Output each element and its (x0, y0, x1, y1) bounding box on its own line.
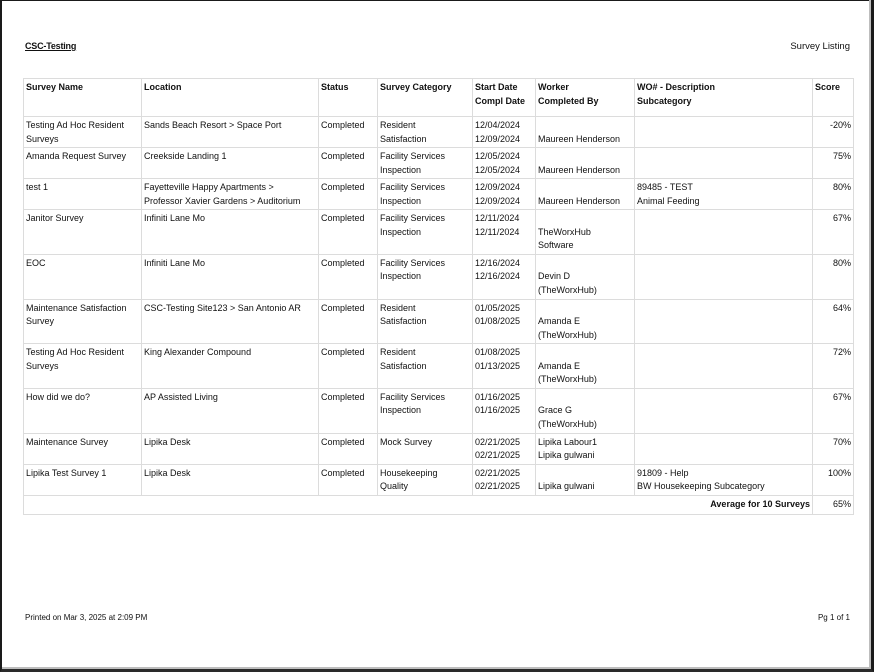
printed-on-text: Printed on Mar 3, 2025 at 2:09 PM (25, 613, 148, 622)
cell-status (319, 464, 378, 495)
cell-compl-date: 02/21/2025 (475, 481, 521, 491)
page-number: Pg 1 of 1 (817, 613, 850, 622)
cell-status (319, 388, 378, 433)
cell-completed-by-2: Software (538, 240, 574, 250)
cell-dates (473, 299, 536, 344)
cell-survey-name (24, 388, 142, 433)
cell-worker (536, 210, 635, 255)
col-header-location: Location (142, 79, 319, 117)
cell-location (142, 299, 319, 344)
cell-survey-name-1: test 1 (26, 182, 49, 192)
cell-location-1: King Alexander Compound (144, 347, 252, 357)
cell-compl-date: 12/09/2024 (475, 133, 521, 144)
table-row (24, 388, 854, 433)
cell-survey-category (378, 148, 473, 179)
cell-score (813, 433, 854, 464)
col-header-start-date: Start Date (475, 82, 518, 92)
cell-category-2: Inspection (380, 164, 422, 175)
cell-dates (473, 117, 536, 148)
cell-worker: Lipika Labour1 (538, 436, 598, 447)
cell-survey-name-2: Surveys (26, 360, 59, 371)
cell-worker (536, 299, 635, 344)
cell-wo-description (635, 464, 813, 495)
cell-worker (538, 391, 632, 405)
cell-worker (536, 388, 635, 433)
cell-worker (536, 254, 635, 299)
cell-worker (538, 150, 632, 164)
cell-worker (536, 464, 635, 495)
cell-dates (473, 464, 536, 495)
cell-status: Completed (321, 257, 365, 268)
cell-survey-name-2: Surveys (26, 133, 59, 144)
cell-worker (538, 119, 632, 133)
cell-score: 75% (832, 151, 851, 161)
table-row (24, 117, 854, 148)
cell-status: Completed (321, 347, 365, 357)
table-row (24, 210, 854, 255)
cell-survey-name-1: Testing Ad Hoc Resident (26, 120, 125, 130)
table-row (24, 433, 854, 464)
cell-status: Completed (321, 213, 365, 223)
cell-location-1: CSC-Testing Site123 > San Antonio AR (144, 302, 301, 313)
cell-start-date: 12/04/2024 (475, 120, 521, 130)
cell-category-1: Mock Survey (380, 436, 433, 447)
cell-start-date: 01/08/2025 (475, 347, 521, 357)
cell-score (813, 254, 854, 299)
cell-dates (473, 179, 536, 210)
col-header-status: Status (319, 79, 378, 117)
cell-wo-description (635, 433, 813, 464)
cell-survey-name-1: Janitor Survey (26, 213, 84, 223)
cell-status: Completed (321, 467, 365, 478)
cell-status (319, 210, 378, 255)
cell-completed-by-2: (TheWorxHub) (538, 329, 597, 340)
cell-location (142, 148, 319, 179)
cell-survey-category (378, 388, 473, 433)
cell-status: Completed (321, 436, 365, 447)
cell-dates (473, 254, 536, 299)
col-header-subcategory: Subcategory (637, 95, 692, 106)
cell-completed-by-1: Devin D (538, 271, 571, 281)
cell-category-1: Facility Services (380, 182, 446, 192)
cell-location-1: Creekside Landing 1 (144, 151, 227, 161)
cell-status: Completed (321, 391, 365, 402)
cell-category-1: Resident (380, 120, 416, 130)
cell-location-1: Fayetteville Happy Apartments > (144, 182, 274, 192)
cell-survey-category (378, 344, 473, 389)
cell-category-1: Housekeeping (380, 467, 438, 478)
cell-subcategory: Animal Feeding (637, 195, 700, 206)
cell-completed-by-1: Maureen Henderson (538, 164, 621, 175)
cell-survey-category (378, 299, 473, 344)
cell-worker (538, 302, 632, 316)
col-header-compl-date: Compl Date (475, 95, 526, 106)
cell-completed-by-2: (TheWorxHub) (538, 284, 597, 295)
page-bottom-shadow (2, 667, 869, 669)
cell-worker (536, 179, 635, 210)
cell-score (813, 344, 854, 389)
cell-dates (473, 210, 536, 255)
cell-survey-name (24, 148, 142, 179)
cell-worker (538, 212, 632, 226)
cell-dates (473, 433, 536, 464)
cell-location (142, 388, 319, 433)
cell-category-1: Resident (380, 302, 416, 313)
table-row (24, 148, 854, 179)
average-score: 65% (813, 495, 854, 514)
cell-status: Completed (321, 120, 365, 130)
cell-completed-by-1: Maureen Henderson (538, 195, 621, 206)
page-edge-shadow (869, 0, 871, 669)
cell-worker (538, 467, 632, 481)
col-header-dates (473, 79, 536, 117)
cell-location (142, 433, 319, 464)
cell-completed-by-2: (TheWorxHub) (538, 374, 597, 384)
cell-survey-name (24, 210, 142, 255)
cell-start-date: 01/05/2025 (475, 302, 521, 313)
cell-category-2: Quality (380, 481, 409, 491)
cell-wo-description (635, 254, 813, 299)
cell-category-2: Satisfaction (380, 360, 427, 371)
cell-score: 80% (832, 257, 851, 268)
cell-completed-by-1: Amanda E (538, 360, 581, 371)
cell-survey-category (378, 117, 473, 148)
cell-survey-category (378, 179, 473, 210)
cell-completed-by-1: Lipika gulwani (538, 481, 595, 491)
col-header-completed-by: Completed By (538, 95, 599, 106)
cell-category-1: Resident (380, 347, 416, 357)
col-header-wo-label: WO# - Description (637, 82, 716, 92)
cell-survey-name (24, 433, 142, 464)
cell-status: Completed (321, 151, 365, 161)
cell-start-date: 12/16/2024 (475, 257, 521, 268)
cell-survey-name-1: How did we do? (26, 391, 91, 402)
col-header-score: Score (813, 79, 854, 117)
cell-completed-by-1: Lipika gulwani (538, 450, 595, 460)
cell-completed-by-1: Grace G (538, 405, 573, 415)
cell-score: 100% (827, 467, 851, 478)
cell-subcategory: BW Housekeeping Subcategory (637, 481, 765, 491)
cell-score: -20% (829, 120, 851, 130)
cell-start-date: 01/16/2025 (475, 391, 521, 402)
cell-survey-category (378, 254, 473, 299)
cell-compl-date: 01/16/2025 (475, 405, 521, 415)
cell-category-2: Satisfaction (380, 133, 427, 144)
cell-survey-name-1: Maintenance Satisfaction (26, 302, 127, 313)
cell-survey-name (24, 179, 142, 210)
cell-start-date: 02/21/2025 (475, 467, 521, 478)
cell-status (319, 117, 378, 148)
cell-wo-description (635, 210, 813, 255)
cell-score: 70% (832, 436, 851, 447)
col-header-worker-label: Worker (538, 82, 569, 92)
cell-location-1: Sands Beach Resort > Space Port (144, 120, 282, 130)
col-header-survey-name: Survey Name (24, 79, 142, 117)
cell-survey-category (378, 433, 473, 464)
cell-start-date: 12/11/2024 (475, 213, 520, 223)
cell-score: 67% (832, 391, 851, 402)
cell-start-date: 12/05/2024 (475, 151, 521, 161)
cell-survey-name-1: Maintenance Survey (26, 436, 109, 447)
cell-status (319, 299, 378, 344)
cell-location (142, 179, 319, 210)
table-row (24, 179, 854, 210)
cell-worker (536, 433, 635, 464)
cell-compl-date: 12/05/2024 (475, 164, 521, 175)
cell-category-2: Inspection (380, 195, 422, 206)
cell-location (142, 464, 319, 495)
cell-status: Completed (321, 182, 365, 192)
cell-wo-description (635, 117, 813, 148)
cell-location (142, 254, 319, 299)
report-title: Survey Listing (790, 41, 850, 52)
cell-location-1: Lipika Desk (144, 467, 191, 478)
cell-completed-by-1: Maureen Henderson (538, 133, 621, 144)
cell-category-2: Inspection (380, 226, 422, 237)
cell-survey-category (378, 210, 473, 255)
cell-score (813, 179, 854, 210)
cell-status (319, 433, 378, 464)
cell-category-1: Facility Services (380, 391, 446, 402)
cell-status (319, 254, 378, 299)
cell-survey-name-2: Survey (26, 316, 55, 326)
cell-wo-description (635, 179, 813, 210)
col-header-survey-category: Survey Category (378, 79, 473, 117)
cell-survey-name-1: Lipika Test Survey 1 (26, 467, 107, 478)
cell-location-1: Infiniti Lane Mo (144, 257, 206, 268)
cell-survey-name (24, 117, 142, 148)
cell-status (319, 148, 378, 179)
cell-worker (538, 346, 632, 360)
average-row (24, 495, 854, 514)
table-header-row (24, 79, 854, 117)
cell-location-2: Professor Xavier Gardens > Auditorium (144, 195, 301, 206)
cell-survey-name (24, 299, 142, 344)
cell-score (813, 299, 854, 344)
cell-compl-date: 02/21/2025 (475, 450, 521, 460)
cell-score (813, 148, 854, 179)
cell-worker (538, 257, 632, 271)
cell-completed-by-1: TheWorxHub (538, 226, 591, 237)
cell-dates (473, 388, 536, 433)
cell-category-1: Facility Services (380, 257, 446, 268)
cell-survey-name (24, 344, 142, 389)
cell-start-date: 12/09/2024 (475, 182, 521, 192)
cell-category-2: Inspection (380, 405, 422, 415)
cell-worker (536, 344, 635, 389)
cell-worker (536, 148, 635, 179)
cell-wo-description: 89485 - TEST (637, 182, 693, 192)
cell-score: 80% (832, 182, 851, 192)
table-row (24, 299, 854, 344)
cell-compl-date: 12/11/2024 (475, 226, 520, 237)
cell-status (319, 344, 378, 389)
cell-location (142, 117, 319, 148)
cell-completed-by-2: (TheWorxHub) (538, 418, 597, 429)
cell-wo-description (635, 148, 813, 179)
cell-score (813, 464, 854, 495)
cell-category-2: Satisfaction (380, 316, 427, 326)
cell-score: 67% (832, 213, 851, 223)
cell-dates (473, 148, 536, 179)
cell-wo-description (635, 299, 813, 344)
cell-wo-description: 91809 - Help (637, 467, 689, 478)
cell-worker (538, 181, 632, 195)
cell-compl-date: 12/09/2024 (475, 195, 521, 206)
cell-location (142, 344, 319, 389)
cell-worker (536, 117, 635, 148)
cell-compl-date: 12/16/2024 (475, 271, 521, 281)
cell-category-1: Facility Services (380, 213, 446, 223)
cell-status: Completed (321, 302, 365, 313)
cell-dates (473, 344, 536, 389)
survey-listing-table (23, 78, 854, 515)
cell-start-date: 02/21/2025 (475, 436, 521, 447)
cell-location-1: Lipika Desk (144, 436, 191, 447)
cell-category-2: Inspection (380, 271, 422, 281)
cell-category-1: Facility Services (380, 151, 446, 161)
cell-completed-by-1: Amanda E (538, 316, 581, 326)
cell-survey-name (24, 464, 142, 495)
cell-wo-description (635, 388, 813, 433)
cell-wo-description (635, 344, 813, 389)
cell-compl-date: 01/13/2025 (475, 360, 521, 371)
cell-score: 72% (832, 347, 851, 357)
table-row (24, 344, 854, 389)
table-row (24, 254, 854, 299)
average-label: Average for 10 Surveys (24, 495, 813, 514)
cell-score (813, 388, 854, 433)
cell-score: 64% (832, 302, 851, 313)
cell-survey-name-1: EOC (26, 257, 46, 268)
cell-survey-name-1: Amanda Request Survey (26, 151, 127, 161)
col-header-wo-description (635, 79, 813, 117)
cell-compl-date: 01/08/2025 (475, 316, 521, 326)
cell-status (319, 179, 378, 210)
cell-location-1: Infiniti Lane Mo (144, 213, 206, 223)
cell-score (813, 210, 854, 255)
cell-survey-name-1: Testing Ad Hoc Resident (26, 347, 125, 357)
cell-location-1: AP Assisted Living (144, 391, 218, 402)
col-header-worker (536, 79, 635, 117)
cell-score (813, 117, 854, 148)
cell-survey-name (24, 254, 142, 299)
cell-location (142, 210, 319, 255)
cell-survey-category (378, 464, 473, 495)
org-title: CSC-Testing (25, 41, 77, 51)
table-row (24, 464, 854, 495)
